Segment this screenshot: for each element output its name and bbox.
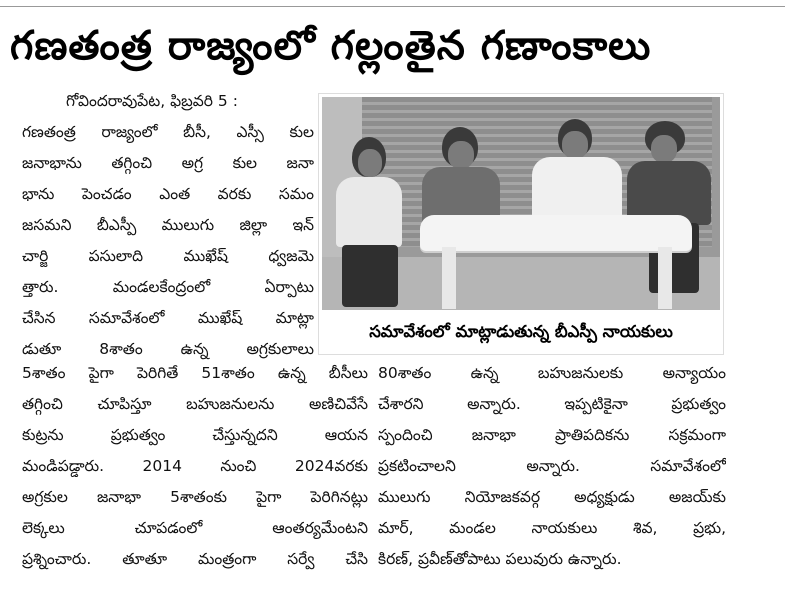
text-line: ములుగు నియోజకవర్గ అధ్యక్షుడు అజయ్‌కు [378,488,726,506]
text-line: ప్రశ్నించారు. తూతూ మంత్రంగా సర్వే చేసి [22,550,368,568]
text-line: 80శాతం ఉన్న బహుజనులకు అన్యాయం [378,364,726,382]
body-column-right [378,358,726,575]
text-line: కుట్రను ప్రభుత్వం చేస్తున్నదని ఆయన [22,426,368,444]
photo-table [420,215,692,251]
headline: గణతంత్ర రాజ్యంలో గల్లంతైన గణాంకాలు [10,23,652,69]
text-line: చేశారని అన్నారు. ఇప్పటికైనా ప్రభుత్వం [378,395,726,413]
text-line: మార్, మండల నాయకులు శివ, ప్రభు, [378,519,726,537]
text-line: జనాభాను తగ్గించి అగ్ర కుల జనా [22,154,314,172]
text-line: మండిపడ్డారు. 2014 నుంచి 2024వరకు [22,457,368,475]
text-line: గణతంత్ర రాజ్యంలో బీసీ, ఎస్సీ కుల [22,123,314,141]
intro-column [22,86,314,365]
text-line: జసమని బీఎస్పీ ములుగు జిల్లా ఇన్ [22,216,314,234]
text-line: చార్జి పసులాది ముఖేష్ ధ్వజమె [22,247,314,265]
text-line: కిరణ్, ప్రవీణ్‌తోపాటు పలువురు ఉన్నారు. [378,550,622,568]
text-line: 5శాతం పైగా పెరిగితే 51శాతం ఉన్న బీసీలు [22,364,368,382]
text-line: భాను పెంచడం ఎంత వరకు సమం [22,185,314,203]
news-photo [322,97,720,310]
text-line: చేసిన సమావేశంలో ముఖేష్ మాట్లా [22,309,314,327]
text-line: డుతూ 8శాతం ఉన్న అగ్రకులాలు [22,340,314,358]
dateline: గోవిందరావుపేట, ఫిబ్రవరి 5 : [66,92,238,110]
body-column-left [22,358,368,575]
text-line: అగ్రకుల జనాభా 5శాతంకు పైగా పెరిగినట్లు [22,488,368,506]
photo-caption: సమావేశంలో మాట్లాడుతున్న బీఎస్పీ నాయకులు [322,312,720,352]
text-line: తగ్గించి చూపిస్తూ బహుజనులను అణిచివేసే [22,395,368,413]
text-line: త్తారు. మండలకేంద్రంలో ఏర్పాటు [22,278,314,296]
top-rule [0,6,785,7]
text-line: లెక్కలు చూపడంలో ఆంతర్యమేంటని [22,519,368,537]
text-line: స్పందించి జనాభా ప్రాతిపదికను సక్రమంగా [378,426,726,444]
text-line: ప్రకటించాలని అన్నారు. సమావేశంలో [378,457,726,475]
